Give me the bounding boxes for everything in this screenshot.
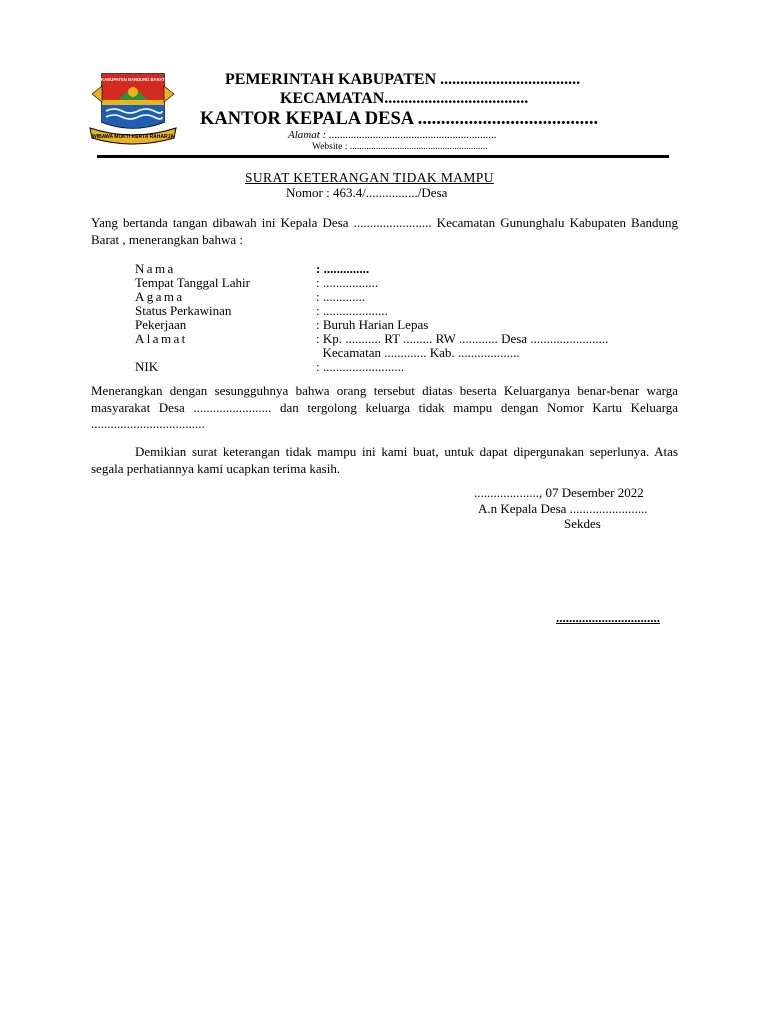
field-label-nik: NIK bbox=[135, 359, 159, 374]
document-title: SURAT KETERANGAN TIDAK MAMPU bbox=[245, 170, 494, 185]
signature-place-date: ...................., 07 Desember 2022 bbox=[474, 485, 644, 500]
intro-paragraph: Yang bertanda tangan dibawah ini Kepala Desa ........................ Kecamatan Gununghalu Kabupaten Bandung Barat , menerangkan bahwa : bbox=[91, 215, 678, 247]
document-number: Nomor : 463.4/................/Desa bbox=[286, 185, 448, 200]
field-value-nama: : .............. bbox=[316, 261, 370, 276]
closing-paragraph bbox=[91, 444, 678, 477]
letterhead-address: Alamat : ............................................................. bbox=[288, 129, 497, 141]
field-label-pekerjaan: Pekerjaan bbox=[135, 317, 187, 332]
emblem-top-text: KABUPATEN BANDUNG BARAT bbox=[101, 77, 165, 82]
statement-paragraph: Menerangkan dengan sesungguhnya bahwa orang tersebut diatas beserta Keluarganya benar-benar warga masyarakat Desa ........................ dan tergolong keluarga tidak mampu dengan Nomor Kartu Keluarga ................................... bbox=[91, 383, 678, 431]
field-value-alamat: : Kp. ........... RT ......... RW ............ Desa ........................ bbox=[316, 331, 609, 346]
letterhead-divider bbox=[97, 155, 669, 158]
closing-text: Demikian surat keterangan tidak mampu ini kami buat, untuk dapat dipergunakan seperlunya. Atas segala perhatiannya kami ucapkan terima kasih. bbox=[91, 444, 678, 476]
field-label-nama: Nama bbox=[135, 261, 176, 276]
field-value-alamat-cont: Kecamatan ............. Kab. ................... bbox=[316, 345, 520, 360]
signature-on-behalf: A.n Kepala Desa ........................ bbox=[478, 501, 648, 516]
field-label-agama: Agama bbox=[135, 289, 185, 304]
field-value-agama: : ............. bbox=[316, 289, 366, 304]
signature-name: ................................ bbox=[556, 610, 660, 625]
emblem-ribbon-text: WIBAWA MUKTI KERTA RAHARJA bbox=[91, 134, 175, 140]
field-value-nik: : ......................... bbox=[316, 359, 405, 374]
field-label-status: Status Perkawinan bbox=[135, 303, 232, 318]
letterhead-district: KECAMATAN.................................... bbox=[280, 90, 529, 107]
field-label-alamat: Alamat bbox=[135, 331, 188, 346]
field-label-ttl: Tempat Tanggal Lahir bbox=[135, 275, 250, 290]
regency-emblem-logo bbox=[88, 72, 178, 146]
letterhead-regency: PEMERINTAH KABUPATEN ................................... bbox=[225, 71, 581, 88]
field-value-status: : .................... bbox=[316, 303, 388, 318]
signature-role: Sekdes bbox=[564, 516, 601, 531]
letterhead-website: Website : .......................................................... bbox=[312, 142, 488, 152]
field-value-pekerjaan: : Buruh Harian Lepas bbox=[316, 317, 429, 332]
field-value-ttl: : ................. bbox=[316, 275, 379, 290]
letterhead-village-office: KANTOR KEPALA DESA ....................................... bbox=[200, 109, 599, 129]
